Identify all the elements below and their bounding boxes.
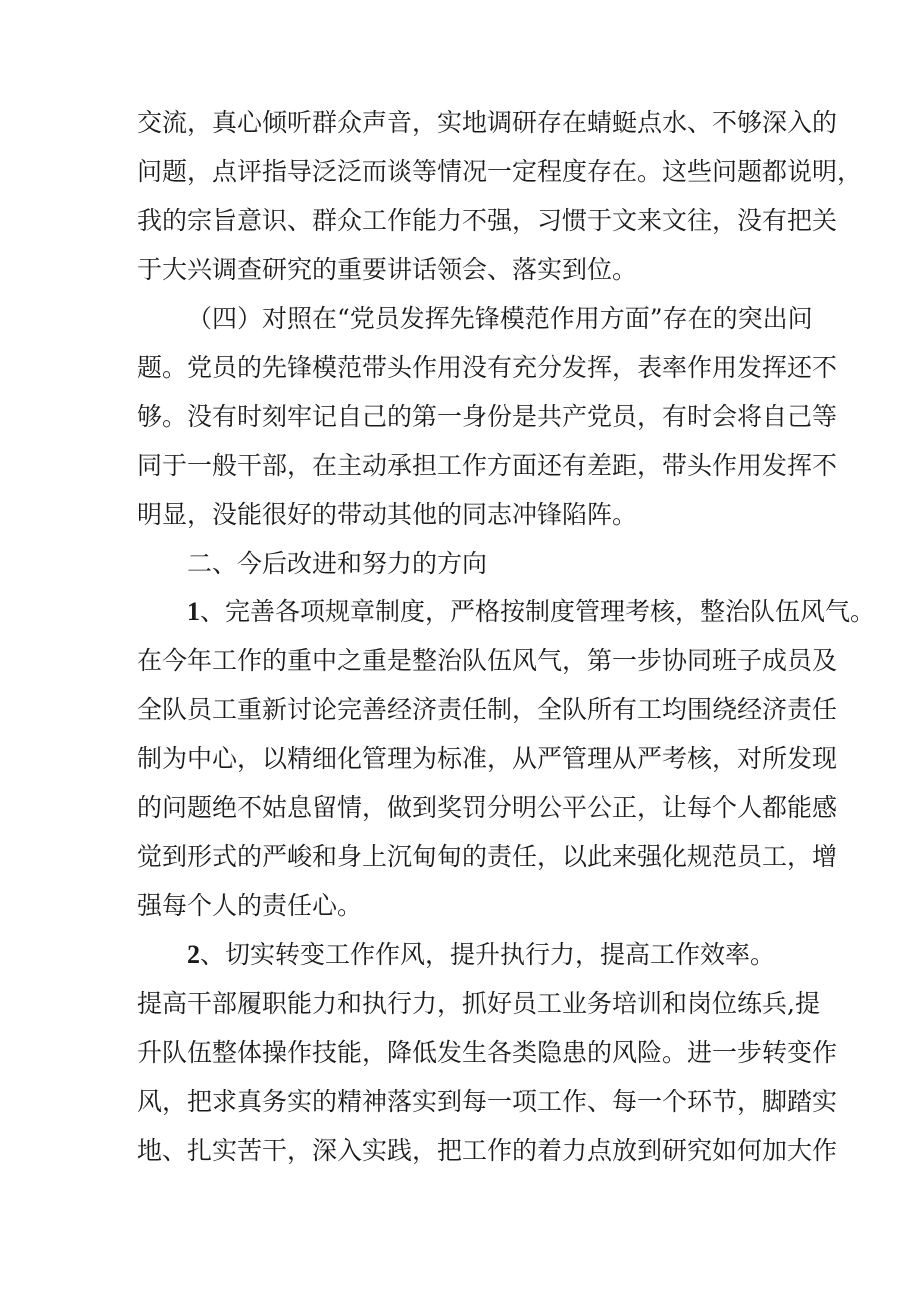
item-title: 、完善各项规章制度，严格按制度管理考核，整治队伍风气。 [200,597,876,626]
paragraph-line: 风，把求真务实的精神落实到每一项工作、每一个环节，脚踏实 [137,1087,838,1116]
item-title: 、切实转变工作作风，提升执行力，提高工作效率。 [200,940,776,969]
paragraph-line: 我的宗旨意识、群众工作能力不强，习惯于文来文往，没有把关 [137,206,838,235]
paragraph-line: 觉到形式的严峻和身上沉甸甸的责任，以此来强化规范员工，增 [137,842,838,871]
paragraph-line: 强每个人的责任心。 [137,891,363,920]
paragraph-line: 够。没有时刻牢记自己的第一身份是共产党员，有时会将自己等 [137,402,838,431]
paragraph-line: 于大兴调查研究的重要讲话领会、落实到位。 [137,255,638,284]
item-1-heading [187,597,876,627]
item-2-heading [187,940,797,970]
paragraph-line: 升队伍整体操作技能，降低发生各类隐患的风险。进一步转变作 [137,1038,838,1067]
paragraph-line: 全队员工重新讨论完善经济责任制，全队所有工均围绕经济责任 [137,695,838,724]
paragraph-line: 交流，真心倾听群众声音，实地调研存在蜻蜓点水、不够深入的 [137,108,838,137]
paragraph-line: 明显，没能很好的带动其他的同志冲锋陷阵。 [137,500,638,529]
section-heading-4: （四）对照在“党员发挥先锋模范作用方面”存在的突出问 [187,304,813,333]
paragraph-line: 提高干部履职能力和执行力，抓好员工业务培训和岗位练兵,提 [137,989,820,1018]
paragraph-line: 在今年工作的重中之重是整治队伍风气，第一步协同班子成员及 [137,646,838,675]
paragraph-line: 问题，点评指导泛泛而谈等情况一定程度存在。这些问题都说明， [137,157,863,186]
paragraph-line: 制为中心，以精细化管理为标准，从严管理从严考核，对所发现 [137,744,838,773]
item-number: 1 [187,597,200,626]
paragraph-line: 同于一般干部，在主动承担工作方面还有差距，带头作用发挥不 [137,451,838,480]
section-heading-2: 二、今后改进和努力的方向 [187,549,488,578]
paragraph-line: 地、扎实苦干，深入实践，把工作的着力点放到研究如何加大作 [137,1136,838,1165]
item-number: 2 [187,940,200,969]
paragraph-line: 的问题绝不姑息留情，做到奖罚分明公平公正，让每个人都能感 [137,793,838,822]
paragraph-line: 题。党员的先锋模范带头作用没有充分发挥，表率作用发挥还不 [137,353,838,382]
